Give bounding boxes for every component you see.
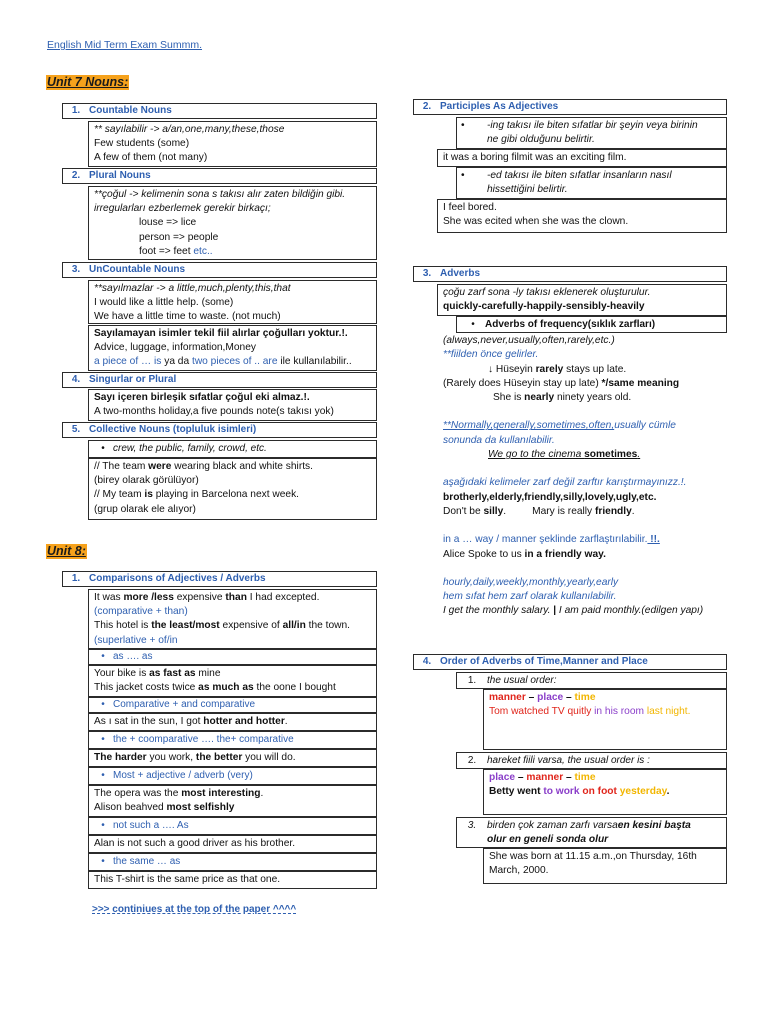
text-span: The harder	[94, 752, 147, 763]
bullet-icon: •	[101, 770, 105, 781]
text-line: She was born at 11.15 a.m.,on Thursday, 16th	[489, 851, 697, 862]
text-span: playing in Barcelona next week.	[152, 489, 299, 501]
uncountable-nouns-body	[88, 280, 377, 324]
text-line: louse => lice	[139, 217, 197, 229]
text-span: on foot	[579, 786, 617, 798]
text-line	[489, 705, 722, 719]
text-line	[94, 460, 372, 474]
text-line	[457, 819, 722, 833]
document-title: English Mid Term Exam Summm.	[47, 39, 203, 51]
text-span: Betty went	[489, 786, 544, 798]
text-line: (birey olarak görülüyor)	[94, 475, 199, 487]
text-line: A few of them (not many)	[94, 152, 208, 164]
bullet-icon: •	[461, 170, 465, 181]
participles-ed-bullet	[456, 167, 727, 199]
text-span: **Normally,generally,sometimes,often,	[443, 420, 615, 432]
section-number: 4.	[71, 374, 81, 385]
text-span: ↓ Hüseyin	[488, 363, 536, 375]
text-span: // The team	[94, 461, 149, 472]
text-line: hem sıfat hem zarf olarak kullanılabilir.	[443, 591, 617, 603]
order-usual-body	[483, 689, 727, 750]
text-span: time	[574, 692, 596, 703]
text-line: A two-months holiday,a five pounds note(s takısı yok)	[94, 406, 334, 418]
text-span: .	[260, 788, 264, 799]
text-span: two pieces of .. are	[191, 356, 278, 368]
text-line: Alice Spoke to us in a friendly way.	[443, 548, 606, 560]
text-span: time	[574, 772, 596, 783]
section-heading: UnCountable Nouns	[89, 264, 186, 275]
not-such-body	[88, 835, 377, 853]
bullet-text: Comparative + and comparative	[113, 699, 256, 710]
text-line: ** sayılabilir -> a/an,one,many,these,those	[94, 124, 285, 135]
text-line	[94, 751, 372, 765]
text-span: you will do.	[242, 752, 296, 763]
text-span: (Rarely does Hüseyin stay up late)	[443, 377, 602, 389]
text-span: .	[666, 786, 670, 798]
text-span: most selfishly	[166, 802, 235, 814]
text-span: the town.	[305, 620, 350, 632]
text-line	[94, 667, 372, 681]
text-span: Alison beahved	[94, 802, 167, 814]
bullet-text: the + coomparative …. the+ comparative	[113, 734, 294, 745]
text-span: mine	[195, 668, 221, 679]
section-countable-nouns-header	[62, 103, 377, 119]
text-line	[461, 119, 722, 133]
text-line	[443, 391, 733, 405]
text-span: manner	[526, 772, 564, 783]
text-span: –	[563, 692, 575, 703]
text-span: birden çok zaman zarfı varsa	[487, 820, 618, 831]
text-span: last night.	[643, 706, 691, 718]
section-heading: Plural Nouns	[89, 170, 151, 181]
text-span: !!.	[647, 534, 660, 546]
not-such-bullet	[88, 817, 377, 835]
text-line: We go to the cinema sometimes.	[488, 449, 641, 461]
text-line: **sayılmazlar -> a little,much,plenty,this,that	[94, 283, 291, 294]
the-comparative-bullet	[88, 731, 377, 749]
text-line: She was ecited when she was the clown.	[443, 216, 629, 228]
text-span: // My team	[94, 489, 145, 501]
text-span: I am paid monthly.	[556, 605, 642, 617]
bullet-icon: •	[461, 120, 465, 131]
text-line	[443, 377, 733, 391]
uncountable-nouns-rule	[88, 325, 377, 371]
text-line	[489, 771, 722, 785]
text-span: hotter and hotter	[203, 716, 285, 727]
text-span: friendly	[594, 505, 632, 517]
text-span: .	[503, 505, 507, 517]
text-span: the least/most	[151, 620, 220, 632]
bullet-icon: •	[471, 318, 475, 330]
bullet-icon: •	[101, 734, 105, 745]
text-line: brotherly,elderly,friendly,silly,lovely,ugly,etc.	[443, 491, 657, 503]
text-span: you work,	[146, 752, 196, 763]
text-span: –	[515, 772, 527, 783]
text-span: as fast as	[149, 668, 196, 679]
text-span: were	[148, 461, 172, 472]
text-span: than	[225, 592, 247, 603]
text-line: I feel bored.	[443, 202, 497, 213]
text-span: to work	[543, 786, 580, 798]
adverbs-frequency-notes	[443, 334, 733, 619]
section-collective-nouns-header	[62, 422, 377, 438]
text-span: nearly	[524, 392, 555, 404]
collective-nouns-body	[88, 458, 377, 520]
text-line	[489, 785, 722, 799]
text-span: expensive	[173, 592, 226, 603]
text-span: Mary is really	[532, 505, 595, 517]
section-adverbs-header	[413, 266, 727, 282]
text-line: **çoğul -> kelimenin sona s takısı alır zaten bildiğin gibi.	[94, 189, 346, 200]
text-line	[443, 419, 733, 433]
text-span: rarely	[535, 363, 564, 375]
text-span: The opera was the	[94, 788, 182, 799]
section-number: 4.	[422, 656, 432, 667]
comparative-and-bullet	[88, 697, 377, 713]
text-span: quitly	[567, 706, 592, 718]
text-span: en kesini başta	[617, 820, 691, 831]
text-line	[94, 245, 372, 259]
text-line	[94, 355, 372, 369]
text-span: ya da	[161, 356, 192, 368]
text-span: .	[631, 505, 635, 517]
bullet-text: crew, the public, family, crowd, etc.	[113, 443, 267, 454]
text-span: -ing takısı ile biten sıfatlar bir şeyin veya birinin	[487, 120, 698, 131]
text-span: It was	[94, 592, 124, 603]
participles-ing-example	[437, 149, 727, 167]
text-span: the oone I bought	[253, 682, 336, 694]
text-line	[443, 604, 733, 618]
text-span: in a … way / manner şeklinde zarflaştırılabilir.	[443, 534, 648, 546]
text-line	[443, 363, 733, 377]
text-line: This T-shirt is the same price as that one.	[94, 874, 281, 885]
text-line: olur en geneli sonda olur	[487, 834, 609, 846]
text-span: all/in	[282, 620, 306, 632]
singular-plural-body	[88, 389, 377, 421]
text-span: –	[525, 692, 538, 703]
section-number: 2.	[71, 170, 81, 181]
text-span: |	[553, 605, 557, 617]
text-span: –	[563, 772, 575, 783]
text-line: Advice, luggage, information,Money	[94, 342, 256, 354]
text-line: (comparative + than)	[94, 606, 188, 618]
text-span: I had excepted.	[246, 592, 320, 603]
text-line: çoğu zarf sona -ly takısı eklenerek oluşturulur.	[443, 287, 651, 298]
comparative-and-body	[88, 713, 377, 731]
text-line: it was a boring filmit was an exciting film.	[443, 152, 627, 163]
text-line	[94, 619, 372, 633]
bullet-text: as …. as	[113, 651, 153, 662]
text-span: Tom watched TV	[489, 706, 568, 718]
order-multiple-time-header	[456, 817, 727, 848]
text-span: in his	[591, 706, 621, 718]
text-line: (always,never,usually,often,rarely,etc.)	[443, 335, 615, 346]
bullet-icon: •	[101, 820, 105, 831]
comparisons-body	[88, 589, 377, 649]
text-line	[94, 488, 372, 502]
unit7-title: Unit 7 Nouns:	[47, 75, 129, 89]
text-line	[489, 691, 722, 705]
section-singular-plural-header	[62, 372, 377, 388]
section-heading: Comparisons of Adjectives / Adverbs	[89, 573, 266, 584]
section-heading: Collective Nouns (topluluk isimleri)	[89, 424, 257, 435]
section-comparisons-header	[62, 571, 377, 587]
section-heading: Countable Nouns	[89, 105, 172, 116]
text-span: This jacket costs twice	[94, 682, 199, 694]
text-line: sonunda da kullanılabilir.	[443, 434, 555, 446]
bullet-icon: •	[101, 699, 105, 710]
text-span: yesterday	[616, 786, 667, 798]
text-span: */same meaning	[601, 377, 680, 389]
section-order-of-adverbs-header	[413, 654, 727, 670]
list-text: hareket fiili varsa, the usual order is :	[487, 754, 650, 766]
most-adjective-body	[88, 785, 377, 817]
text-line	[443, 505, 733, 519]
bullet-text: not such a …. As	[113, 820, 189, 831]
text-span: We go to the cinema	[488, 449, 585, 461]
text-line: Alan is not such a good driver as his brother.	[94, 838, 296, 849]
text-line: I would like a little help. (some)	[94, 297, 234, 309]
list-number: 1.	[467, 674, 477, 686]
text-span: manner	[489, 692, 526, 703]
text-span: room	[620, 706, 644, 718]
text-span: Don't be	[443, 505, 484, 517]
text-span: usually cümle	[614, 420, 676, 432]
section-participles-header	[413, 99, 727, 115]
section-number: 2.	[422, 101, 432, 112]
text-line: hourly,daily,weekly,monthly,yearly,early	[443, 576, 619, 588]
text-line: irregularları ezberlemek gerekir birkaçı;	[94, 203, 271, 215]
text-span: the better	[195, 752, 243, 763]
text-line	[461, 169, 722, 183]
text-line: Sayı içeren birleşik sıfatlar çoğul eki almaz.!.	[94, 392, 310, 403]
section-heading: Singurlar or Plural	[89, 374, 177, 385]
section-heading: Adverbs	[440, 268, 481, 279]
text-line: person => people	[139, 231, 219, 243]
text-line: Sayılamayan isimler tekil fiil alırlar çoğulları yoktur.!.	[94, 328, 348, 339]
the-same-body	[88, 871, 377, 889]
bullet-text: Most + adjective / adverb (very)	[113, 770, 253, 781]
text-span: most interesting	[181, 788, 261, 799]
text-line	[443, 533, 733, 547]
text-span: silly	[483, 505, 504, 517]
list-number: 3.	[467, 820, 477, 831]
section-number: 1.	[71, 573, 81, 584]
section-number: 3.	[71, 264, 81, 275]
order-movement-body	[483, 769, 727, 815]
text-span: stays up late.	[563, 363, 627, 375]
order-multiple-time-body	[483, 848, 727, 884]
text-span: sometimes	[584, 449, 638, 461]
order-movement-header	[456, 752, 727, 769]
text-line: We have a little time to waste. (not much)	[94, 311, 281, 323]
text-line: ne gibi olduğunu belirtir.	[487, 134, 595, 146]
collective-nouns-bullet	[88, 440, 377, 458]
list-number: 2.	[467, 754, 477, 766]
text-span: (edilgen yapı)	[641, 605, 704, 617]
text-span: -ed takısı ile biten sıfatlar insanların nasıl	[487, 170, 672, 181]
text-line: aşağıdaki kelimeler zarf değil zarftır karıştırmayınızz.!.	[443, 477, 687, 489]
text-line	[94, 787, 372, 801]
section-number: 1.	[71, 105, 81, 116]
text-span: ninety years old.	[554, 392, 632, 404]
text-line: (grup olarak ele alıyor)	[94, 503, 196, 515]
text-span: foot => feet	[139, 245, 191, 257]
text-line: Few students (some)	[94, 138, 190, 150]
section-uncountable-nouns-header	[62, 262, 377, 278]
text-span: place	[537, 692, 564, 703]
text-span: in a friendly way	[524, 548, 604, 560]
text-line: **fiilden önce gelirler.	[443, 349, 539, 361]
bullet-text: Adverbs of frequency(sıklık zarfları)	[485, 318, 656, 330]
text-line	[94, 681, 372, 695]
bullet-icon: •	[101, 651, 105, 662]
as-as-bullet	[88, 649, 377, 665]
adverbs-intro	[437, 284, 727, 316]
text-line	[94, 591, 372, 605]
section-plural-nouns-header	[62, 168, 377, 184]
most-adjective-bullet	[88, 767, 377, 785]
text-span: ile kullanılabilir..	[277, 356, 352, 368]
unit8-title: Unit 8:	[47, 544, 86, 558]
order-usual-header	[456, 672, 727, 689]
text-line	[94, 715, 372, 729]
text-span: I get the monthly salary.	[443, 605, 554, 617]
text-line: quickly-carefully-happily-sensibly-heavily	[443, 301, 645, 313]
text-span: Alice Spoke to us	[443, 548, 525, 560]
text-span: expensive of	[219, 620, 283, 632]
text-line: March, 2000.	[489, 865, 549, 877]
text-span: a piece of … is	[94, 356, 162, 368]
adverbs-frequency-bullet	[456, 316, 727, 333]
bullet-icon: •	[101, 443, 105, 454]
text-span: Your bike is	[94, 668, 150, 679]
text-line: hissettiğini belirtir.	[487, 184, 568, 196]
bullet-text: the same … as	[113, 856, 181, 867]
text-span: .	[284, 716, 288, 727]
list-text: the usual order:	[487, 674, 557, 686]
text-span: etc..	[190, 245, 213, 257]
text-span: as much as	[198, 682, 254, 694]
text-span: She is	[493, 392, 525, 404]
the-same-bullet	[88, 853, 377, 871]
plural-nouns-body	[88, 186, 377, 260]
text-span: This hotel is	[94, 620, 152, 632]
section-heading: Participles As Adjectives	[440, 101, 559, 112]
section-number: 5.	[71, 424, 81, 435]
section-number: 3.	[422, 268, 432, 279]
text-span: As ı sat in the sun, I got	[94, 716, 204, 727]
text-span: is	[144, 489, 153, 501]
text-span: place	[489, 772, 516, 783]
as-as-body	[88, 665, 377, 697]
text-span: wearing black and white shirts.	[171, 461, 313, 472]
text-line: (superlative + of/in	[94, 634, 178, 646]
section-heading: Order of Adverbs of Time,Manner and Place	[440, 656, 648, 667]
bullet-icon: •	[101, 856, 105, 867]
text-span: more /less	[123, 592, 174, 603]
countable-nouns-body	[88, 121, 377, 167]
continues-note: >>> continiues at the top of the paper ^^^^	[92, 904, 297, 915]
participles-ing-bullet	[456, 117, 727, 149]
participles-ed-example	[437, 199, 727, 233]
the-comparative-body	[88, 749, 377, 767]
text-line	[94, 801, 372, 815]
